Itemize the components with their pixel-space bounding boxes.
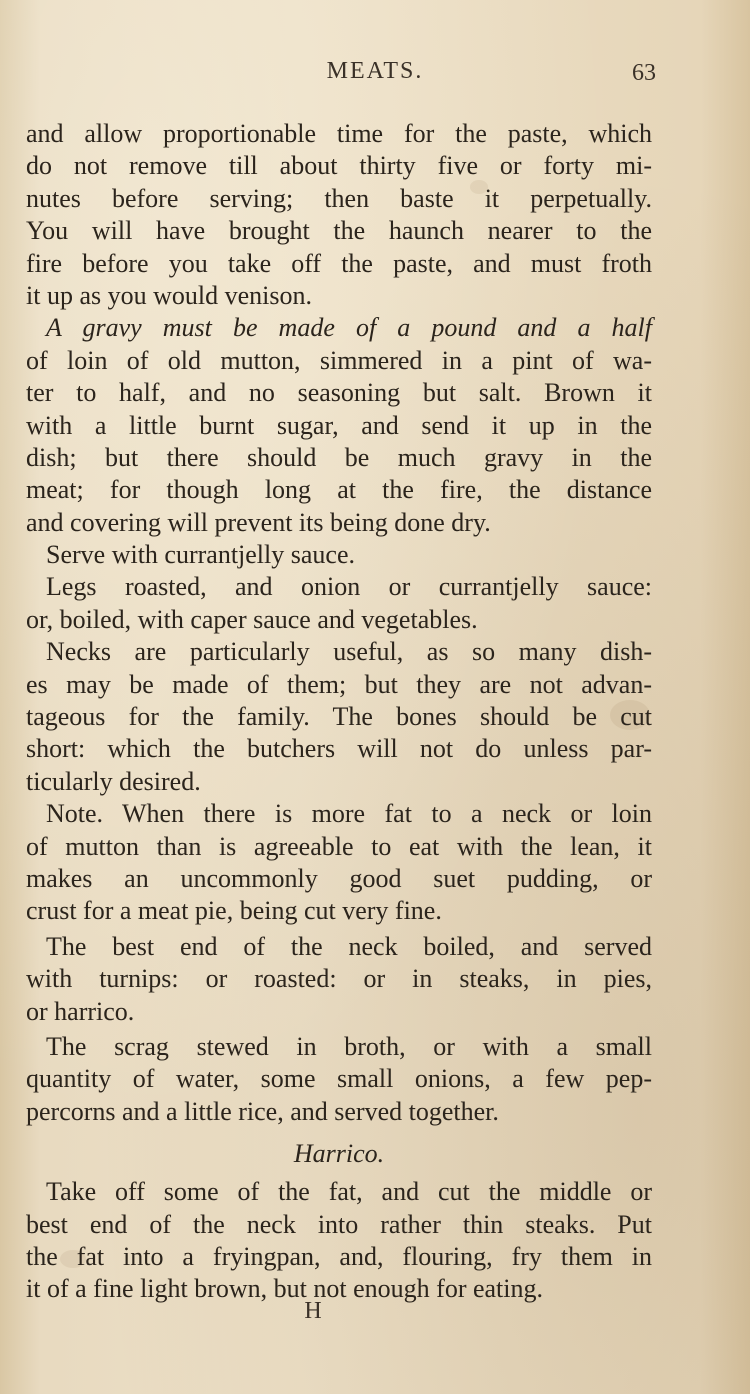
text-line: The best end of the neck boiled, and served (46, 931, 652, 961)
text-line: dish; but there should be much gravy in the (26, 442, 652, 472)
text-line: You will have brought the haunch nearer to the (26, 216, 652, 246)
page-footer (0, 1298, 750, 1325)
text-line: with turnips: or roasted: or in steaks, in pies, (26, 964, 652, 994)
text-line: tageous for the family. The bones should be cut (26, 702, 652, 732)
page-header (0, 58, 750, 92)
text-line: the fat into a fryingpan, and, flouring, fry them in (26, 1241, 652, 1271)
text-line: with a little burnt sugar, and send it up in the (26, 410, 652, 440)
text-line: meat; for though long at the fire, the distance (26, 475, 652, 505)
text-line: of mutton than is agreeable to eat with the lean, it (26, 831, 652, 861)
text-line: Necks are particularly useful, as so many dish- (46, 637, 652, 667)
text-line: it up as you would venison. (26, 280, 312, 310)
text-line: quantity of water, some small onions, a few pep- (26, 1064, 652, 1094)
text-line: short: which the butchers will not do unless par- (26, 734, 652, 764)
section-heading: Harrico. (293, 1139, 385, 1169)
text-line: or, boiled, with caper sauce and vegetables. (26, 604, 478, 634)
text-line: makes an uncommonly good suet pudding, or (26, 863, 652, 893)
text-line: A gravy must be made of a pound and a half (46, 313, 652, 343)
text-line: Take off some of the fat, and cut the middle or (46, 1177, 652, 1207)
text-line: The scrag stewed in broth, or with a small (46, 1031, 652, 1061)
text-line: crust for a meat pie, being cut very fine. (26, 896, 442, 926)
text-line: ter to half, and no seasoning but salt. Brown it (26, 378, 652, 408)
running-head: MEATS. (326, 58, 424, 84)
signature-mark: H (304, 1298, 322, 1324)
text-line: of loin of old mutton, simmered in a pint of wa- (26, 345, 652, 375)
text-line: or harrico. (26, 996, 135, 1026)
text-line: es may be made of them; but they are not advan- (26, 669, 652, 699)
text-line: it of a fine light brown, but not enough for eating. (26, 1274, 544, 1304)
text-line: Note. When there is more fat to a neck or loin (46, 799, 652, 829)
text-line: best end of the neck into rather thin steaks. Put (26, 1209, 652, 1239)
text-line: Legs roasted, and onion or currantjelly sauce: (46, 572, 652, 602)
text-line: Serve with currantjelly sauce. (46, 540, 355, 570)
text-line: fire before you take off the paste, and must froth (26, 248, 652, 278)
body-text (26, 118, 652, 1306)
text-line: do not remove till about thirty five or forty mi- (26, 151, 652, 181)
text-line: and allow proportionable time for the paste, which (26, 119, 652, 148)
page-number: 63 (632, 60, 656, 86)
text-line: percorns and a little rice, and served together. (26, 1096, 499, 1126)
text-line: ticularly desired. (26, 766, 201, 796)
text-line: nutes before serving; then baste it perpetually. (26, 183, 652, 213)
text-line: and covering will prevent its being done dry. (26, 507, 491, 537)
